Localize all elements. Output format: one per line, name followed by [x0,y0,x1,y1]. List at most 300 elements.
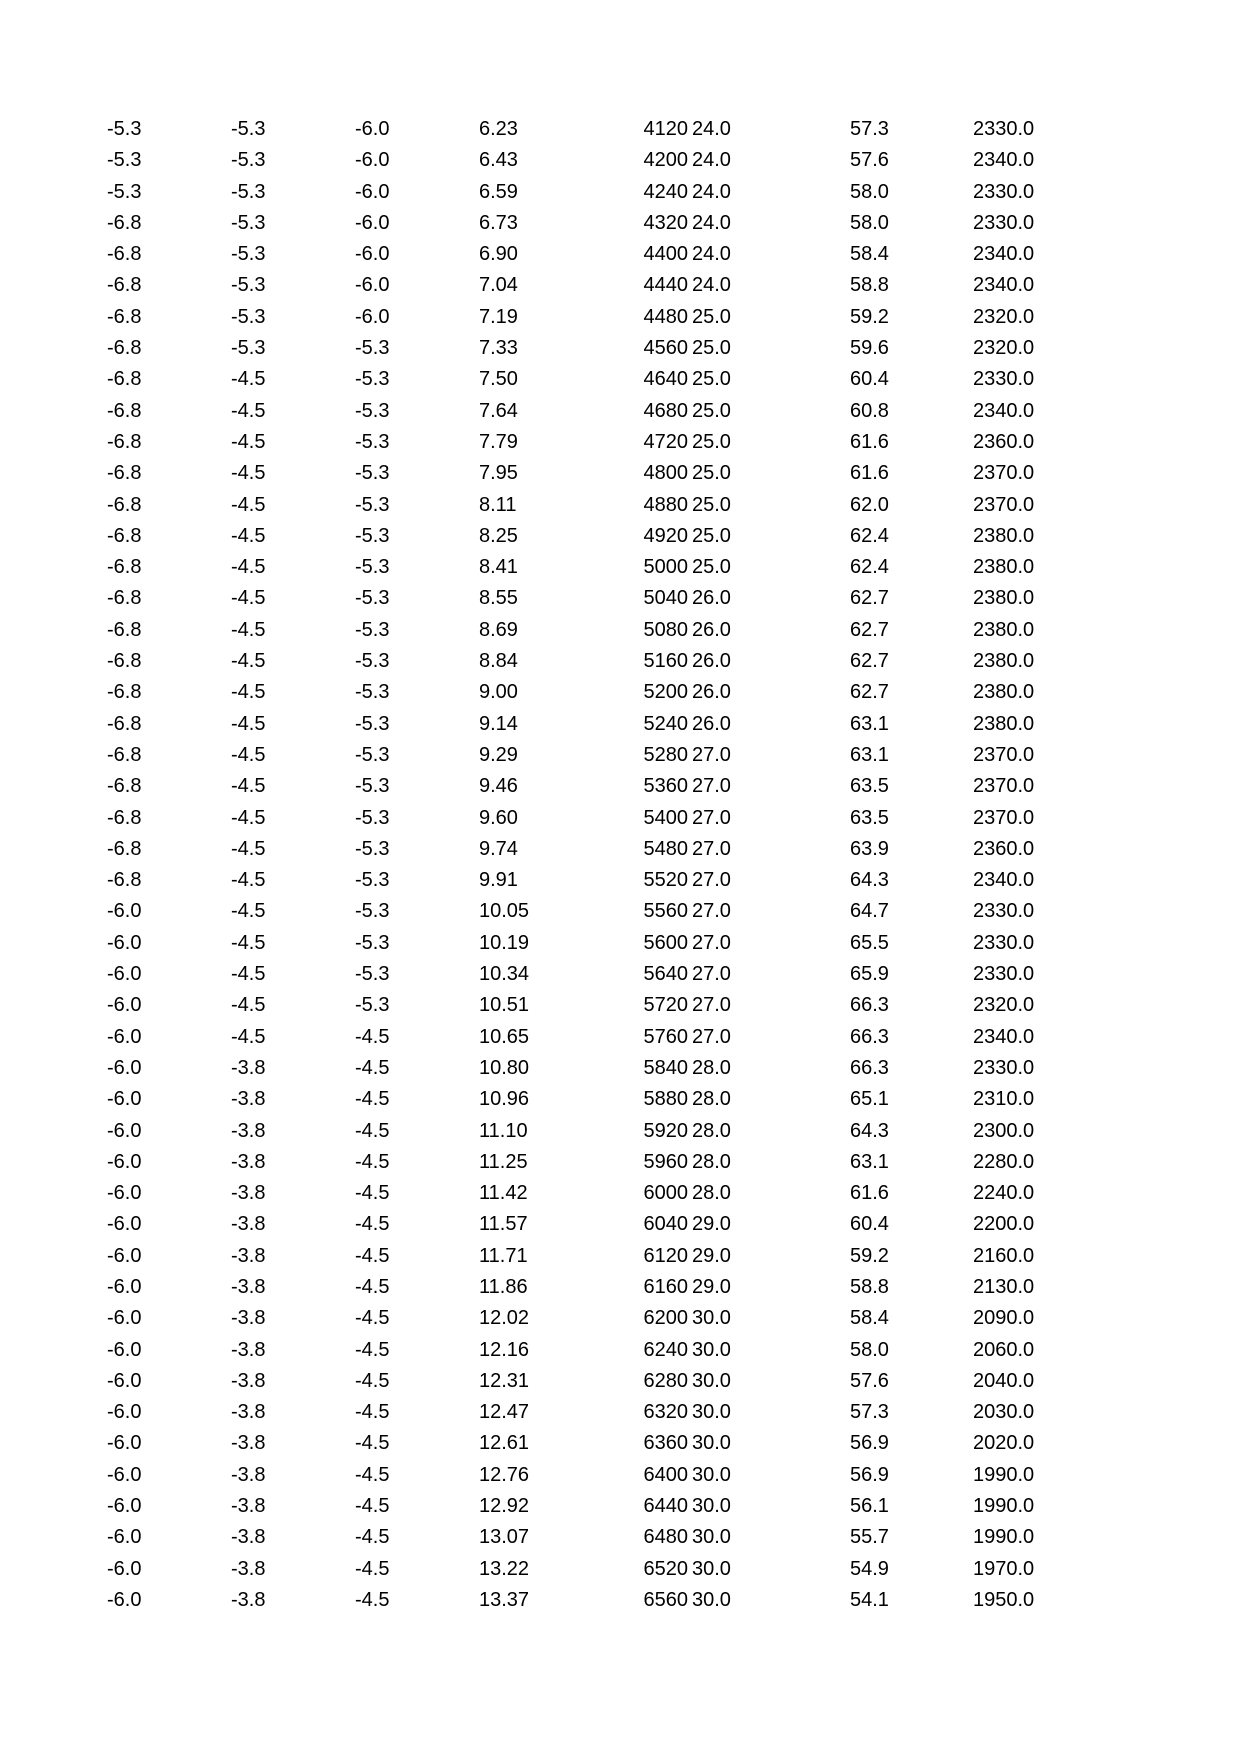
table-cell-col-7: 62.4 [850,556,889,579]
table-row [0,270,1241,301]
table-row [0,1303,1241,1334]
table-row [0,364,1241,395]
table-row [0,646,1241,677]
table-cell-col-7: 57.6 [850,1369,889,1392]
table-cell-col-3: -5.3 [355,399,390,422]
table-cell-col-7: 62.7 [850,587,889,610]
table-cell-col-6: 27.0 [692,900,731,923]
table-cell-col-3: -4.5 [355,1338,390,1361]
table-cell-col-2: -3.8 [231,1307,266,1330]
table-cell-col-4: 9.91 [479,869,518,892]
table-cell-col-4: 10.19 [479,931,530,954]
table-cell-col-7: 58.8 [850,274,889,297]
table-cell-col-3: -5.3 [355,931,390,954]
table-row [0,865,1241,896]
table-cell-col-2: -5.3 [231,211,266,234]
table-cell-col-8: 2380.0 [973,712,1035,735]
table-cell-col-8: 2130.0 [973,1275,1035,1298]
table-cell-col-3: -4.5 [355,1495,390,1518]
table-cell-col-7: 54.9 [850,1557,889,1580]
table-cell-col-3: -4.5 [355,1088,390,1111]
table-cell-col-4: 9.14 [479,712,518,735]
table-cell-col-4: 7.64 [479,399,518,422]
table-cell-col-6: 27.0 [692,775,731,798]
table-cell-col-3: -4.5 [355,1150,390,1173]
table-cell-col-2: -5.3 [231,337,266,360]
table-cell-col-3: -6.0 [355,149,390,172]
table-cell-col-6: 30.0 [692,1401,731,1424]
table-cell-col-1: -6.0 [107,1588,142,1611]
table-cell-col-7: 66.3 [850,1025,889,1048]
table-cell-col-1: -6.8 [107,837,142,860]
table-cell-col-7: 62.7 [850,618,889,641]
table-cell-col-5: 5040 [643,587,688,610]
table-cell-col-3: -4.5 [355,1307,390,1330]
table-cell-col-1: -6.8 [107,587,142,610]
table-cell-col-2: -5.3 [231,274,266,297]
table-cell-col-6: 27.0 [692,963,731,986]
table-cell-col-6: 25.0 [692,493,731,516]
table-cell-col-2: -4.5 [231,399,266,422]
table-cell-col-1: -6.8 [107,368,142,391]
table-cell-col-5: 5920 [643,1119,688,1142]
table-row [0,677,1241,708]
table-cell-col-7: 58.0 [850,211,889,234]
table-cell-col-4: 10.51 [479,994,530,1017]
table-cell-col-8: 2370.0 [973,775,1035,798]
table-cell-col-3: -6.0 [355,274,390,297]
table-cell-col-2: -3.8 [231,1182,266,1205]
table-row [0,1053,1241,1084]
table-cell-col-1: -6.0 [107,1463,142,1486]
table-cell-col-7: 57.3 [850,1401,889,1424]
table-cell-col-5: 4320 [643,211,688,234]
table-cell-col-1: -6.8 [107,462,142,485]
table-cell-col-2: -4.5 [231,430,266,453]
table-cell-col-6: 25.0 [692,399,731,422]
table-cell-col-3: -5.3 [355,337,390,360]
table-cell-col-5: 6200 [643,1307,688,1330]
table-cell-col-1: -5.3 [107,180,142,203]
table-cell-col-8: 2340.0 [973,149,1035,172]
table-row [0,1116,1241,1147]
table-cell-col-1: -6.0 [107,1432,142,1455]
table-cell-col-6: 30.0 [692,1526,731,1549]
table-cell-col-3: -5.3 [355,994,390,1017]
table-cell-col-2: -4.5 [231,368,266,391]
table-cell-col-1: -6.0 [107,1369,142,1392]
table-cell-col-6: 24.0 [692,180,731,203]
table-row [0,396,1241,427]
table-cell-col-1: -6.0 [107,1150,142,1173]
table-cell-col-5: 6040 [643,1213,688,1236]
table-cell-col-3: -5.3 [355,462,390,485]
table-cell-col-3: -4.5 [355,1213,390,1236]
table-cell-col-7: 65.5 [850,931,889,954]
table-cell-col-3: -5.3 [355,775,390,798]
table-cell-col-8: 2330.0 [973,900,1035,923]
table-cell-col-1: -6.8 [107,650,142,673]
table-cell-col-5: 5640 [643,963,688,986]
table-cell-col-2: -4.5 [231,524,266,547]
table-cell-col-1: -6.8 [107,712,142,735]
table-cell-col-4: 7.19 [479,305,518,328]
table-cell-col-5: 5560 [643,900,688,923]
table-cell-col-7: 62.4 [850,524,889,547]
table-cell-col-5: 5000 [643,556,688,579]
table-cell-col-8: 2090.0 [973,1307,1035,1330]
table-cell-col-6: 27.0 [692,1025,731,1048]
table-cell-col-5: 4640 [643,368,688,391]
table-cell-col-4: 8.25 [479,524,518,547]
table-cell-col-6: 25.0 [692,556,731,579]
table-cell-col-6: 25.0 [692,305,731,328]
table-cell-col-5: 5480 [643,837,688,860]
table-cell-col-5: 6360 [643,1432,688,1455]
table-cell-col-4: 12.76 [479,1463,530,1486]
table-cell-col-8: 2320.0 [973,305,1035,328]
table-cell-col-1: -6.0 [107,931,142,954]
table-cell-col-5: 6560 [643,1588,688,1611]
table-cell-col-6: 30.0 [692,1557,731,1580]
table-cell-col-7: 61.6 [850,462,889,485]
table-row [0,145,1241,176]
table-cell-col-4: 6.73 [479,211,518,234]
table-cell-col-1: -6.0 [107,994,142,1017]
table-cell-col-7: 63.1 [850,743,889,766]
table-row [0,239,1241,270]
table-cell-col-5: 4120 [643,118,688,140]
table-row [0,740,1241,771]
table-cell-col-8: 2380.0 [973,681,1035,704]
table-cell-col-7: 60.4 [850,1213,889,1236]
table-cell-col-3: -5.3 [355,556,390,579]
table-cell-col-2: -3.8 [231,1557,266,1580]
table-cell-col-5: 6440 [643,1495,688,1518]
table-cell-col-5: 5200 [643,681,688,704]
table-cell-col-3: -4.5 [355,1369,390,1392]
table-cell-col-5: 6480 [643,1526,688,1549]
table-cell-col-5: 4920 [643,524,688,547]
table-row [0,1428,1241,1459]
table-cell-col-2: -4.5 [231,462,266,485]
table-cell-col-7: 60.8 [850,399,889,422]
table-cell-col-4: 11.10 [479,1119,528,1142]
table-cell-col-1: -6.8 [107,337,142,360]
table-cell-col-4: 12.16 [479,1338,530,1361]
table-cell-col-4: 12.47 [479,1401,530,1424]
table-cell-col-4: 11.42 [479,1182,528,1205]
table-cell-col-7: 54.1 [850,1588,889,1611]
table-cell-col-4: 7.04 [479,274,518,297]
table-cell-col-4: 10.05 [479,900,530,923]
table-cell-col-8: 2370.0 [973,806,1035,829]
table-cell-col-4: 7.33 [479,337,518,360]
data-table [0,114,1241,1616]
table-cell-col-2: -4.5 [231,1025,266,1048]
table-cell-col-7: 55.7 [850,1526,889,1549]
table-cell-col-3: -5.3 [355,430,390,453]
table-cell-col-8: 2200.0 [973,1213,1035,1236]
table-cell-col-2: -4.5 [231,869,266,892]
table-row [0,1366,1241,1397]
table-cell-col-7: 57.3 [850,118,889,140]
table-cell-col-2: -3.8 [231,1244,266,1267]
table-cell-col-1: -5.3 [107,118,142,140]
table-row [0,458,1241,489]
table-cell-col-2: -3.8 [231,1369,266,1392]
table-cell-col-5: 6000 [643,1182,688,1205]
table-cell-col-7: 58.4 [850,1307,889,1330]
table-cell-col-1: -6.0 [107,1495,142,1518]
table-cell-col-5: 5520 [643,869,688,892]
table-cell-col-4: 9.00 [479,681,518,704]
table-cell-col-8: 2040.0 [973,1369,1035,1392]
table-cell-col-6: 28.0 [692,1182,731,1205]
table-cell-col-2: -4.5 [231,681,266,704]
table-cell-col-1: -6.8 [107,211,142,234]
table-cell-col-5: 6120 [643,1244,688,1267]
table-cell-col-8: 2380.0 [973,587,1035,610]
table-cell-col-2: -4.5 [231,994,266,1017]
table-cell-col-3: -6.0 [355,118,390,140]
table-cell-col-1: -6.0 [107,900,142,923]
table-cell-col-4: 10.96 [479,1088,530,1111]
table-cell-col-3: -5.3 [355,368,390,391]
table-cell-col-4: 8.69 [479,618,518,641]
table-cell-col-8: 2380.0 [973,650,1035,673]
table-cell-col-7: 61.6 [850,430,889,453]
table-cell-col-1: -6.0 [107,1526,142,1549]
table-cell-col-7: 58.4 [850,243,889,266]
table-cell-col-7: 56.9 [850,1432,889,1455]
table-cell-col-5: 5880 [643,1088,688,1111]
table-cell-col-7: 58.0 [850,1338,889,1361]
table-cell-col-4: 11.71 [479,1244,528,1267]
table-cell-col-4: 8.41 [479,556,518,579]
table-cell-col-6: 27.0 [692,806,731,829]
table-cell-col-6: 30.0 [692,1432,731,1455]
table-cell-col-8: 1970.0 [973,1557,1035,1580]
table-cell-col-6: 28.0 [692,1119,731,1142]
table-cell-col-2: -4.5 [231,587,266,610]
table-cell-col-8: 2360.0 [973,837,1035,860]
table-cell-col-6: 29.0 [692,1244,731,1267]
table-cell-col-8: 1950.0 [973,1588,1035,1611]
table-row [0,896,1241,927]
table-row [0,928,1241,959]
table-cell-col-5: 6520 [643,1557,688,1580]
table-row [0,1491,1241,1522]
table-cell-col-1: -6.0 [107,1119,142,1142]
table-row [0,583,1241,614]
table-cell-col-3: -6.0 [355,243,390,266]
table-cell-col-3: -4.5 [355,1244,390,1267]
table-cell-col-6: 26.0 [692,650,731,673]
table-cell-col-4: 8.11 [479,493,517,516]
table-cell-col-5: 6320 [643,1401,688,1424]
table-cell-col-2: -3.8 [231,1495,266,1518]
table-cell-col-7: 66.3 [850,994,889,1017]
table-cell-col-6: 29.0 [692,1275,731,1298]
table-row [0,1397,1241,1428]
table-row [0,1522,1241,1553]
table-cell-col-6: 26.0 [692,712,731,735]
table-cell-col-5: 4680 [643,399,688,422]
table-cell-col-2: -4.5 [231,806,266,829]
table-cell-col-2: -3.8 [231,1401,266,1424]
table-cell-col-2: -5.3 [231,243,266,266]
table-cell-col-3: -5.3 [355,524,390,547]
table-cell-col-5: 6280 [643,1369,688,1392]
table-cell-col-6: 30.0 [692,1307,731,1330]
table-cell-col-2: -3.8 [231,1432,266,1455]
table-cell-col-4: 11.57 [479,1213,528,1236]
table-cell-col-8: 2330.0 [973,211,1035,234]
table-cell-col-3: -4.5 [355,1056,390,1079]
table-cell-col-6: 24.0 [692,274,731,297]
table-row [0,771,1241,802]
table-cell-col-2: -3.8 [231,1588,266,1611]
table-cell-col-8: 2340.0 [973,274,1035,297]
table-cell-col-4: 13.22 [479,1557,530,1580]
table-cell-col-2: -4.5 [231,743,266,766]
table-cell-col-5: 5280 [643,743,688,766]
table-cell-col-4: 12.92 [479,1495,530,1518]
table-cell-col-6: 29.0 [692,1213,731,1236]
table-cell-col-7: 65.1 [850,1088,889,1111]
table-cell-col-1: -6.0 [107,963,142,986]
table-row [0,333,1241,364]
table-cell-col-6: 27.0 [692,869,731,892]
table-cell-col-7: 58.8 [850,1275,889,1298]
table-cell-col-5: 4240 [643,180,688,203]
table-cell-col-4: 13.07 [479,1526,530,1549]
table-cell-col-6: 25.0 [692,368,731,391]
table-cell-col-3: -5.3 [355,963,390,986]
table-cell-col-2: -4.5 [231,712,266,735]
table-cell-col-4: 6.23 [479,118,518,140]
table-cell-col-1: -6.8 [107,618,142,641]
table-row [0,1241,1241,1272]
table-row [0,990,1241,1021]
table-cell-col-5: 4480 [643,305,688,328]
table-cell-col-1: -6.8 [107,743,142,766]
table-cell-col-2: -4.5 [231,900,266,923]
table-cell-col-2: -3.8 [231,1463,266,1486]
table-cell-col-8: 2380.0 [973,556,1035,579]
table-cell-col-3: -5.3 [355,618,390,641]
table-cell-col-3: -5.3 [355,681,390,704]
table-cell-col-6: 30.0 [692,1463,731,1486]
table-cell-col-8: 1990.0 [973,1495,1035,1518]
table-cell-col-7: 64.7 [850,900,889,923]
table-cell-col-1: -6.8 [107,493,142,516]
table-cell-col-2: -5.3 [231,149,266,172]
table-cell-col-4: 6.59 [479,180,518,203]
table-row [0,834,1241,865]
table-cell-col-8: 2330.0 [973,931,1035,954]
table-row [0,1460,1241,1491]
table-cell-col-4: 9.46 [479,775,518,798]
table-cell-col-3: -4.5 [355,1463,390,1486]
table-cell-col-5: 5400 [643,806,688,829]
table-cell-col-2: -3.8 [231,1119,266,1142]
table-cell-col-1: -6.0 [107,1401,142,1424]
table-cell-col-7: 60.4 [850,368,889,391]
table-cell-col-1: -6.0 [107,1275,142,1298]
table-cell-col-1: -6.0 [107,1307,142,1330]
table-cell-col-8: 2030.0 [973,1401,1035,1424]
table-cell-col-5: 4800 [643,462,688,485]
table-cell-col-7: 59.6 [850,337,889,360]
table-cell-col-4: 9.74 [479,837,518,860]
table-row [0,803,1241,834]
table-cell-col-8: 2360.0 [973,430,1035,453]
table-cell-col-8: 2240.0 [973,1182,1035,1205]
table-cell-col-6: 24.0 [692,243,731,266]
table-cell-col-4: 12.02 [479,1307,530,1330]
table-cell-col-4: 12.61 [479,1432,530,1455]
table-cell-col-4: 10.65 [479,1025,530,1048]
table-cell-col-8: 2340.0 [973,1025,1035,1048]
table-cell-col-2: -4.5 [231,493,266,516]
table-cell-col-1: -6.0 [107,1056,142,1079]
table-cell-col-3: -5.3 [355,650,390,673]
table-cell-col-6: 27.0 [692,931,731,954]
table-cell-col-6: 26.0 [692,587,731,610]
table-cell-col-3: -4.5 [355,1588,390,1611]
table-cell-col-7: 66.3 [850,1056,889,1079]
table-cell-col-3: -5.3 [355,493,390,516]
table-cell-col-5: 5840 [643,1056,688,1079]
table-cell-col-3: -6.0 [355,305,390,328]
table-cell-col-5: 6240 [643,1338,688,1361]
table-cell-col-1: -6.8 [107,806,142,829]
table-cell-col-4: 9.29 [479,743,518,766]
table-cell-col-6: 30.0 [692,1495,731,1518]
table-cell-col-8: 2340.0 [973,243,1035,266]
table-cell-col-3: -5.3 [355,806,390,829]
table-cell-col-1: -6.8 [107,524,142,547]
table-row [0,1084,1241,1115]
table-cell-col-2: -5.3 [231,305,266,328]
table-cell-col-5: 4880 [643,493,688,516]
table-cell-col-7: 63.5 [850,806,889,829]
table-cell-col-6: 28.0 [692,1150,731,1173]
table-cell-col-5: 5760 [643,1025,688,1048]
table-cell-col-4: 6.90 [479,243,518,266]
table-cell-col-7: 63.1 [850,712,889,735]
table-cell-col-2: -5.3 [231,118,266,140]
table-cell-col-4: 7.50 [479,368,518,391]
table-cell-col-6: 25.0 [692,430,731,453]
table-row [0,1209,1241,1240]
table-cell-col-1: -6.0 [107,1338,142,1361]
table-cell-col-7: 64.3 [850,1119,889,1142]
table-row [0,552,1241,583]
table-cell-col-6: 30.0 [692,1369,731,1392]
table-cell-col-3: -4.5 [355,1401,390,1424]
table-cell-col-8: 2020.0 [973,1432,1035,1455]
table-cell-col-4: 6.43 [479,149,518,172]
table-row [0,177,1241,208]
table-cell-col-4: 10.34 [479,963,530,986]
table-cell-col-8: 2060.0 [973,1338,1035,1361]
table-cell-col-2: -3.8 [231,1338,266,1361]
table-cell-col-6: 28.0 [692,1088,731,1111]
table-cell-col-3: -4.5 [355,1025,390,1048]
